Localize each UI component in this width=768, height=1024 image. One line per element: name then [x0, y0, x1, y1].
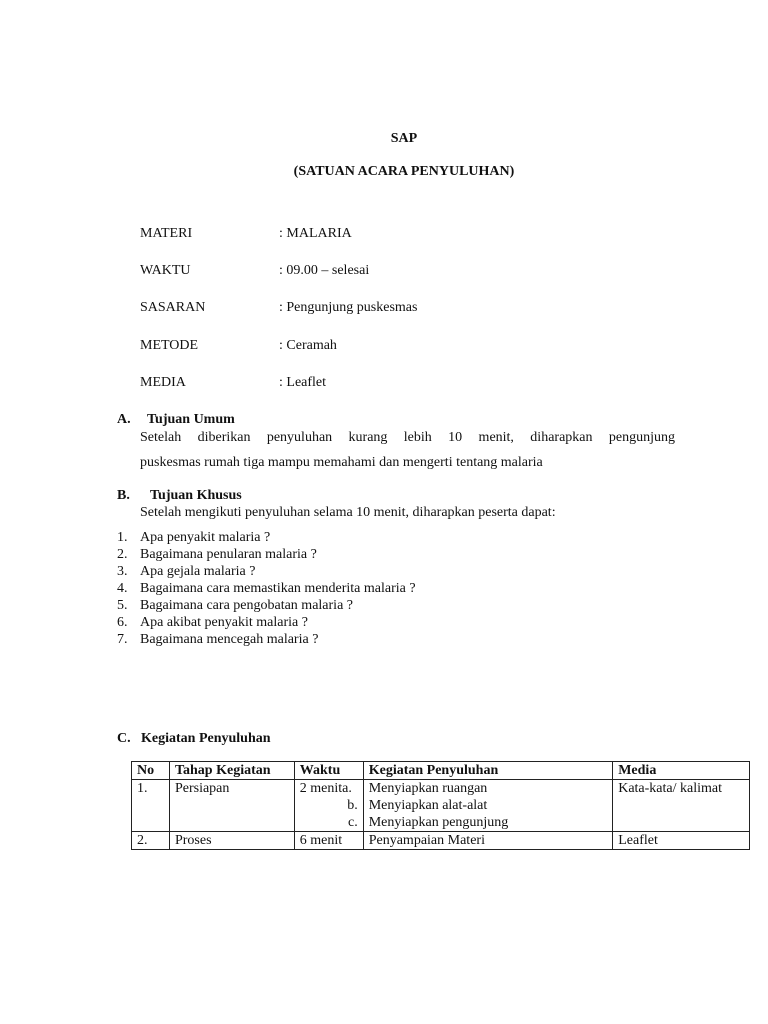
section-a-line-2: puskesmas rumah tiga mampu memahami dan mengerti tentang malaria	[140, 455, 543, 470]
meta-label-media: MEDIA	[140, 375, 186, 390]
cell-media: Leaflet	[613, 832, 750, 850]
meta-label-materi: MATERI	[140, 226, 193, 241]
list-item: 7. Bagaimana mencegah malaria ?	[117, 632, 319, 647]
list-item: 2. Bagaimana penularan malaria ?	[117, 547, 317, 562]
section-b-heading	[117, 488, 242, 504]
section-b-title: Tujuan Khusus	[150, 488, 242, 503]
meta-value-waktu: : 09.00 – selesai	[279, 263, 370, 278]
section-a-title: Tujuan Umum	[147, 412, 235, 427]
cell-waktu: 6 menit	[294, 832, 363, 850]
cell-waktu: 2 menita. b. c.	[294, 780, 363, 832]
list-item: 1. Apa penyakit malaria ?	[117, 530, 271, 545]
section-a-heading	[117, 412, 235, 428]
table-row	[132, 832, 750, 850]
list-item: 6. Apa akibat penyakit malaria ?	[117, 615, 308, 630]
section-c-heading	[117, 731, 271, 747]
cell-no: 1.	[132, 780, 170, 832]
section-c-letter: C.	[117, 731, 131, 746]
table-header-row	[132, 762, 750, 780]
meta-label-metode: METODE	[140, 338, 199, 353]
document-subtitle: (SATUAN ACARA PENYULUHAN)	[293, 164, 515, 179]
meta-value-media: : Leaflet	[279, 375, 327, 390]
col-header-waktu: Waktu	[294, 762, 363, 780]
meta-value-sasaran: : Pengunjung puskesmas	[279, 300, 418, 315]
col-header-kegiatan: Kegiatan Penyuluhan	[363, 762, 613, 780]
meta-label-sasaran: SASARAN	[140, 300, 206, 315]
col-header-no: No	[132, 762, 170, 780]
cell-tahap: Proses	[169, 832, 294, 850]
objectives-list	[117, 529, 416, 648]
list-item: 4. Bagaimana cara memastikan menderita malaria ?	[117, 581, 416, 596]
col-header-media: Media	[613, 762, 750, 780]
meta-value-materi: : MALARIA	[279, 226, 352, 241]
section-b-letter: B.	[117, 488, 130, 503]
cell-tahap: Persiapan	[169, 780, 294, 832]
list-item: 5. Bagaimana cara pengobatan malaria ?	[117, 598, 353, 613]
col-header-tahap: Tahap Kegiatan	[169, 762, 294, 780]
meta-label-waktu: WAKTU	[140, 263, 191, 278]
meta-value-metode: : Ceramah	[279, 338, 337, 353]
document-title: SAP	[390, 131, 418, 146]
activity-table	[131, 761, 750, 850]
section-a-line-1: Setelah diberikan penyuluhan kurang lebih 10 menit, diharapkan pengunjung	[140, 430, 675, 445]
list-item: 3. Apa gejala malaria ?	[117, 564, 256, 579]
cell-kegiatan: Menyiapkan ruangan Menyiapkan alat-alat Menyiapkan pengunjung	[363, 780, 613, 832]
table-row	[132, 780, 750, 832]
cell-media: Kata-kata/ kalimat	[613, 780, 750, 832]
section-a-letter: A.	[117, 412, 131, 427]
section-c-title: Kegiatan Penyuluhan	[141, 731, 271, 746]
cell-no: 2.	[132, 832, 170, 850]
section-b-intro: Setelah mengikuti penyuluhan selama 10 menit, diharapkan peserta dapat:	[140, 505, 556, 520]
cell-kegiatan: Penyampaian Materi	[363, 832, 613, 850]
